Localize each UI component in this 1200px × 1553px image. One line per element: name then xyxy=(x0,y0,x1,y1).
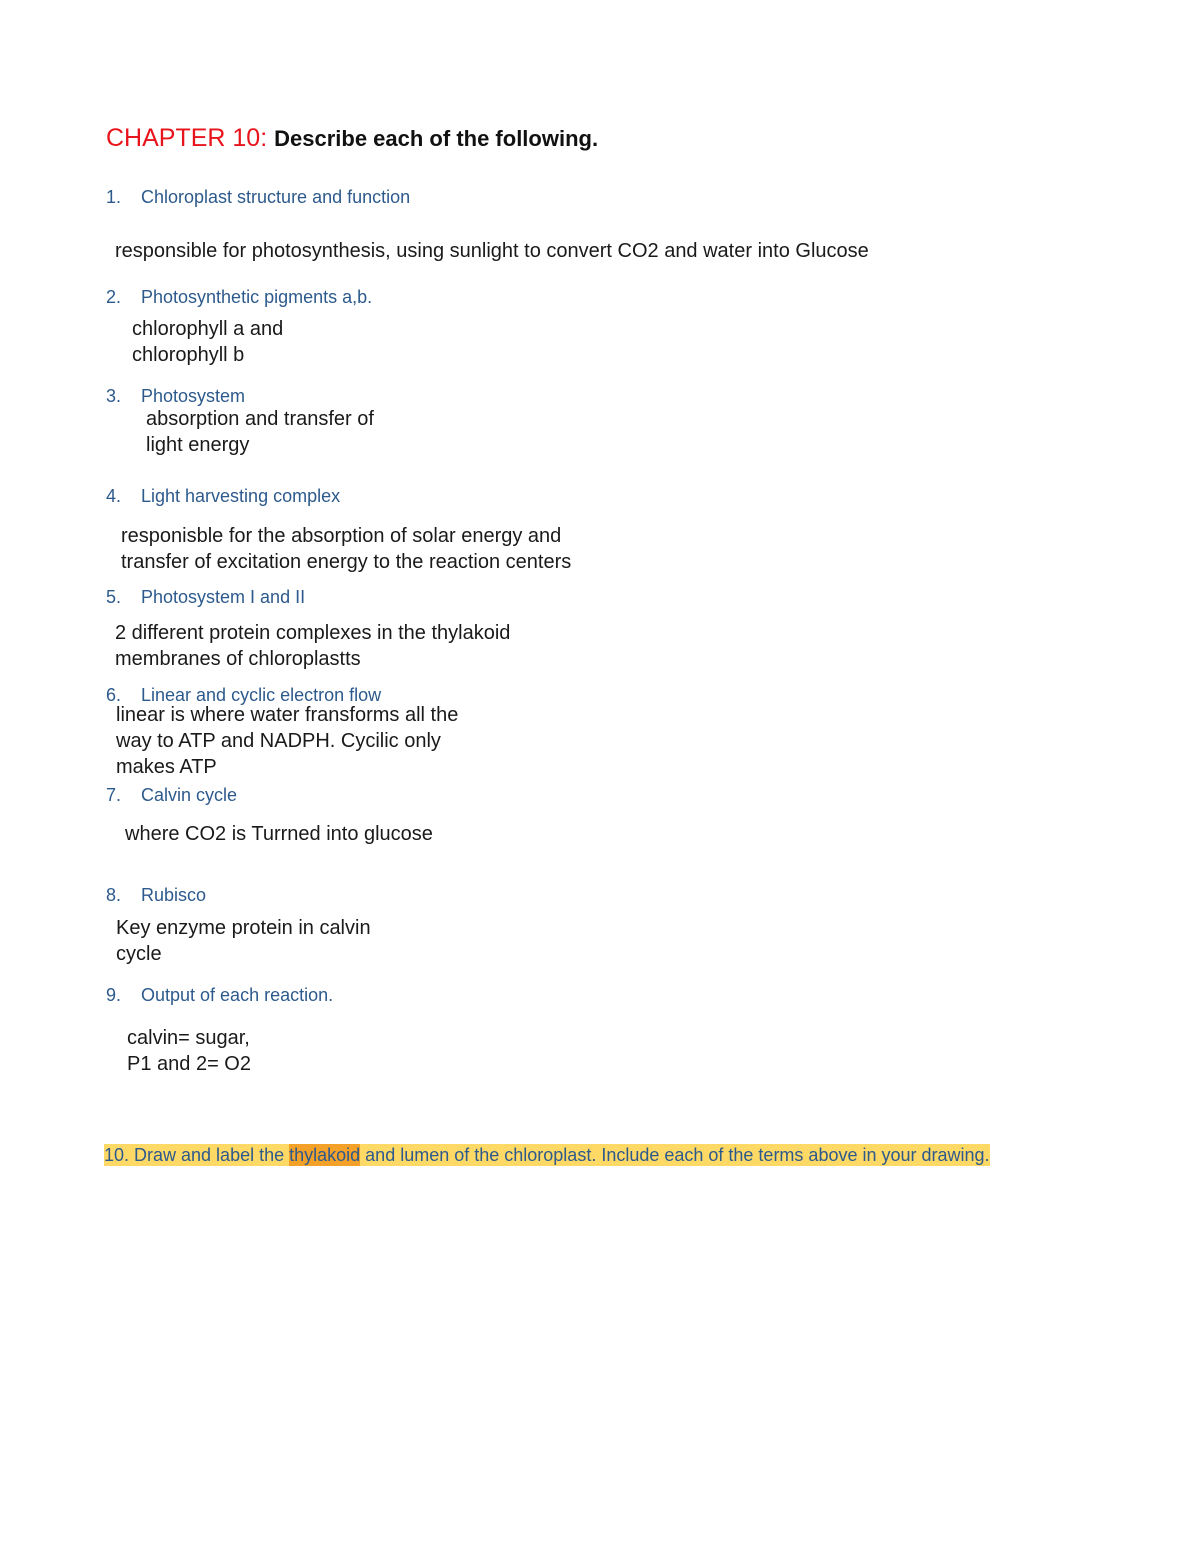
answer-5: 2 different protein complexes in the thylakoid membranes of chloroplastts xyxy=(115,622,511,670)
answer-1: responsible for photosynthesis, using sunlight to convert CO2 and water into Glucose xyxy=(115,240,869,262)
question-9: 9. Output of each reaction. xyxy=(106,985,334,1005)
question-8: 8. Rubisco xyxy=(106,885,207,905)
question-1: 1. Chloroplast structure and function xyxy=(106,187,411,207)
question-7: 7. Calvin cycle xyxy=(106,785,238,805)
question-2: 2. Photosynthetic pigments a,b. xyxy=(106,287,373,307)
question-3: 3. Photosystem xyxy=(106,386,246,406)
question-4: 4. Light harvesting complex xyxy=(106,486,341,506)
question-5: 5. Photosystem I and II xyxy=(106,587,306,607)
answer-9: calvin= sugar, P1 and 2= O2 xyxy=(127,1027,251,1075)
answer-3: absorption and transfer of light energy xyxy=(146,408,374,456)
chapter-label: CHAPTER 10: xyxy=(106,124,268,152)
answer-4: responisble for the absorption of solar energy and transfer of excitation energy to the reaction centers xyxy=(121,525,572,573)
answer-6: linear is where water fransforms all the way to ATP and NADPH. Cycilic only makes ATP xyxy=(116,704,459,778)
answer-8: Key enzyme protein in calvin cycle xyxy=(116,917,371,965)
instruction-text: Describe each of the following. xyxy=(274,126,599,151)
question-10: 10. Draw and label the thylakoid and lumen of the chloroplast. Include each of the terms above in your drawing. xyxy=(104,1145,990,1165)
answer-7: where CO2 is Turrned into glucose xyxy=(125,823,433,845)
answer-2: chlorophyll a and chlorophyll b xyxy=(132,318,284,366)
page-title xyxy=(106,124,598,153)
question-6: 6. Linear and cyclic electron flow xyxy=(106,685,382,705)
highlighted-term: thylakoid xyxy=(289,1145,361,1165)
